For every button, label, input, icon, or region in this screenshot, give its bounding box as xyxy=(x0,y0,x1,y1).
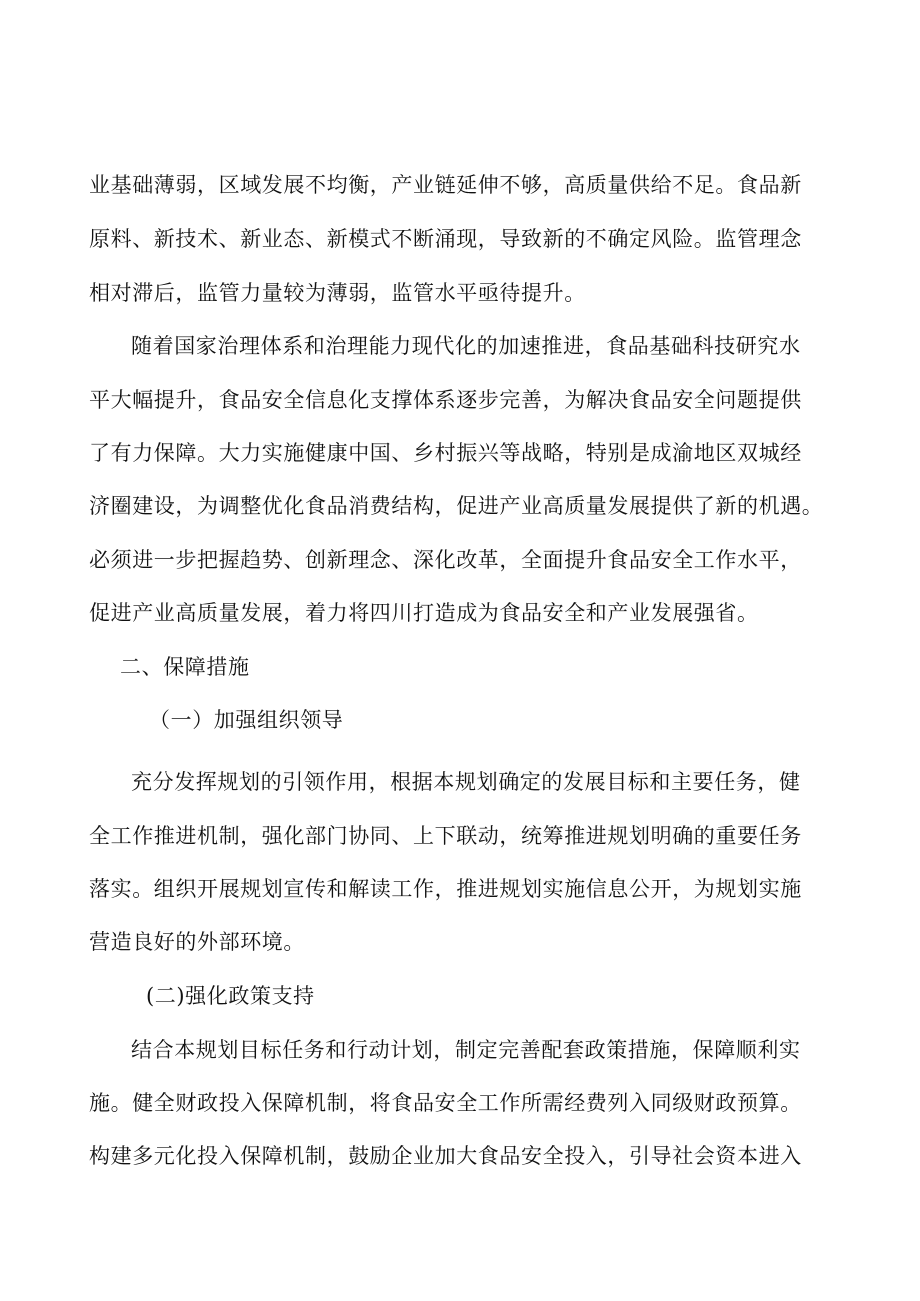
paragraph-line: 济圈建设，为调整优化食品消费结构，促进产业高质量发展提供了新的机遇。 xyxy=(89,494,824,518)
paragraph-line: 促进产业高质量发展，着力将四川打造成为食品安全和产业发展强省。 xyxy=(89,601,759,625)
section-heading: 二、保障措施 xyxy=(120,655,250,679)
subsection-heading: （一）加强组织领导 xyxy=(149,708,344,732)
paragraph-line: 原料、新技术、新业态、新模式不断涌现，导致新的不确定风险。监管理念 xyxy=(89,227,802,251)
paragraph-line: 平大幅提升，食品安全信息化支撑体系逐步完善，为解决食品安全问题提供 xyxy=(89,388,802,412)
paragraph-line: 业基础薄弱，区域发展不均衡，产业链延伸不够，高质量供给不足。食品新 xyxy=(89,173,802,197)
paragraph-line: 结合本规划目标任务和行动计划，制定完善配套政策措施，保障顺利实 xyxy=(131,1038,801,1062)
paragraph-line: 营造良好的外部环境。 xyxy=(89,930,305,954)
paragraph-line: 相对滞后，监管力量较为薄弱，监管水平亟待提升。 xyxy=(89,281,586,305)
subsection-heading: (二)强化政策支持 xyxy=(146,984,315,1008)
paragraph-line: 构建多元化投入保障机制，鼓励企业加大食品安全投入，引导社会资本进入 xyxy=(89,1144,802,1168)
paragraph-line: 全工作推进机制，强化部门协同、上下联动，统筹推进规划明确的重要任务 xyxy=(89,824,802,848)
paragraph-line: 充分发挥规划的引领作用，根据本规划确定的发展目标和主要任务，健 xyxy=(131,770,801,794)
paragraph-line: 落实。组织开展规划宣传和解读工作，推进规划实施信息公开，为规划实施 xyxy=(89,877,802,901)
paragraph-line: 随着国家治理体系和治理能力现代化的加速推进，食品基础科技研究水 xyxy=(131,334,801,358)
paragraph-line: 必须进一步把握趋势、创新理念、深化改革，全面提升食品安全工作水平， xyxy=(89,548,802,572)
paragraph-line: 了有力保障。大力实施健康中国、乡村振兴等战略，特别是成渝地区双城经 xyxy=(89,441,802,465)
paragraph-line: 施。健全财政投入保障机制，将食品安全工作所需经费列入同级财政预算。 xyxy=(89,1091,802,1115)
